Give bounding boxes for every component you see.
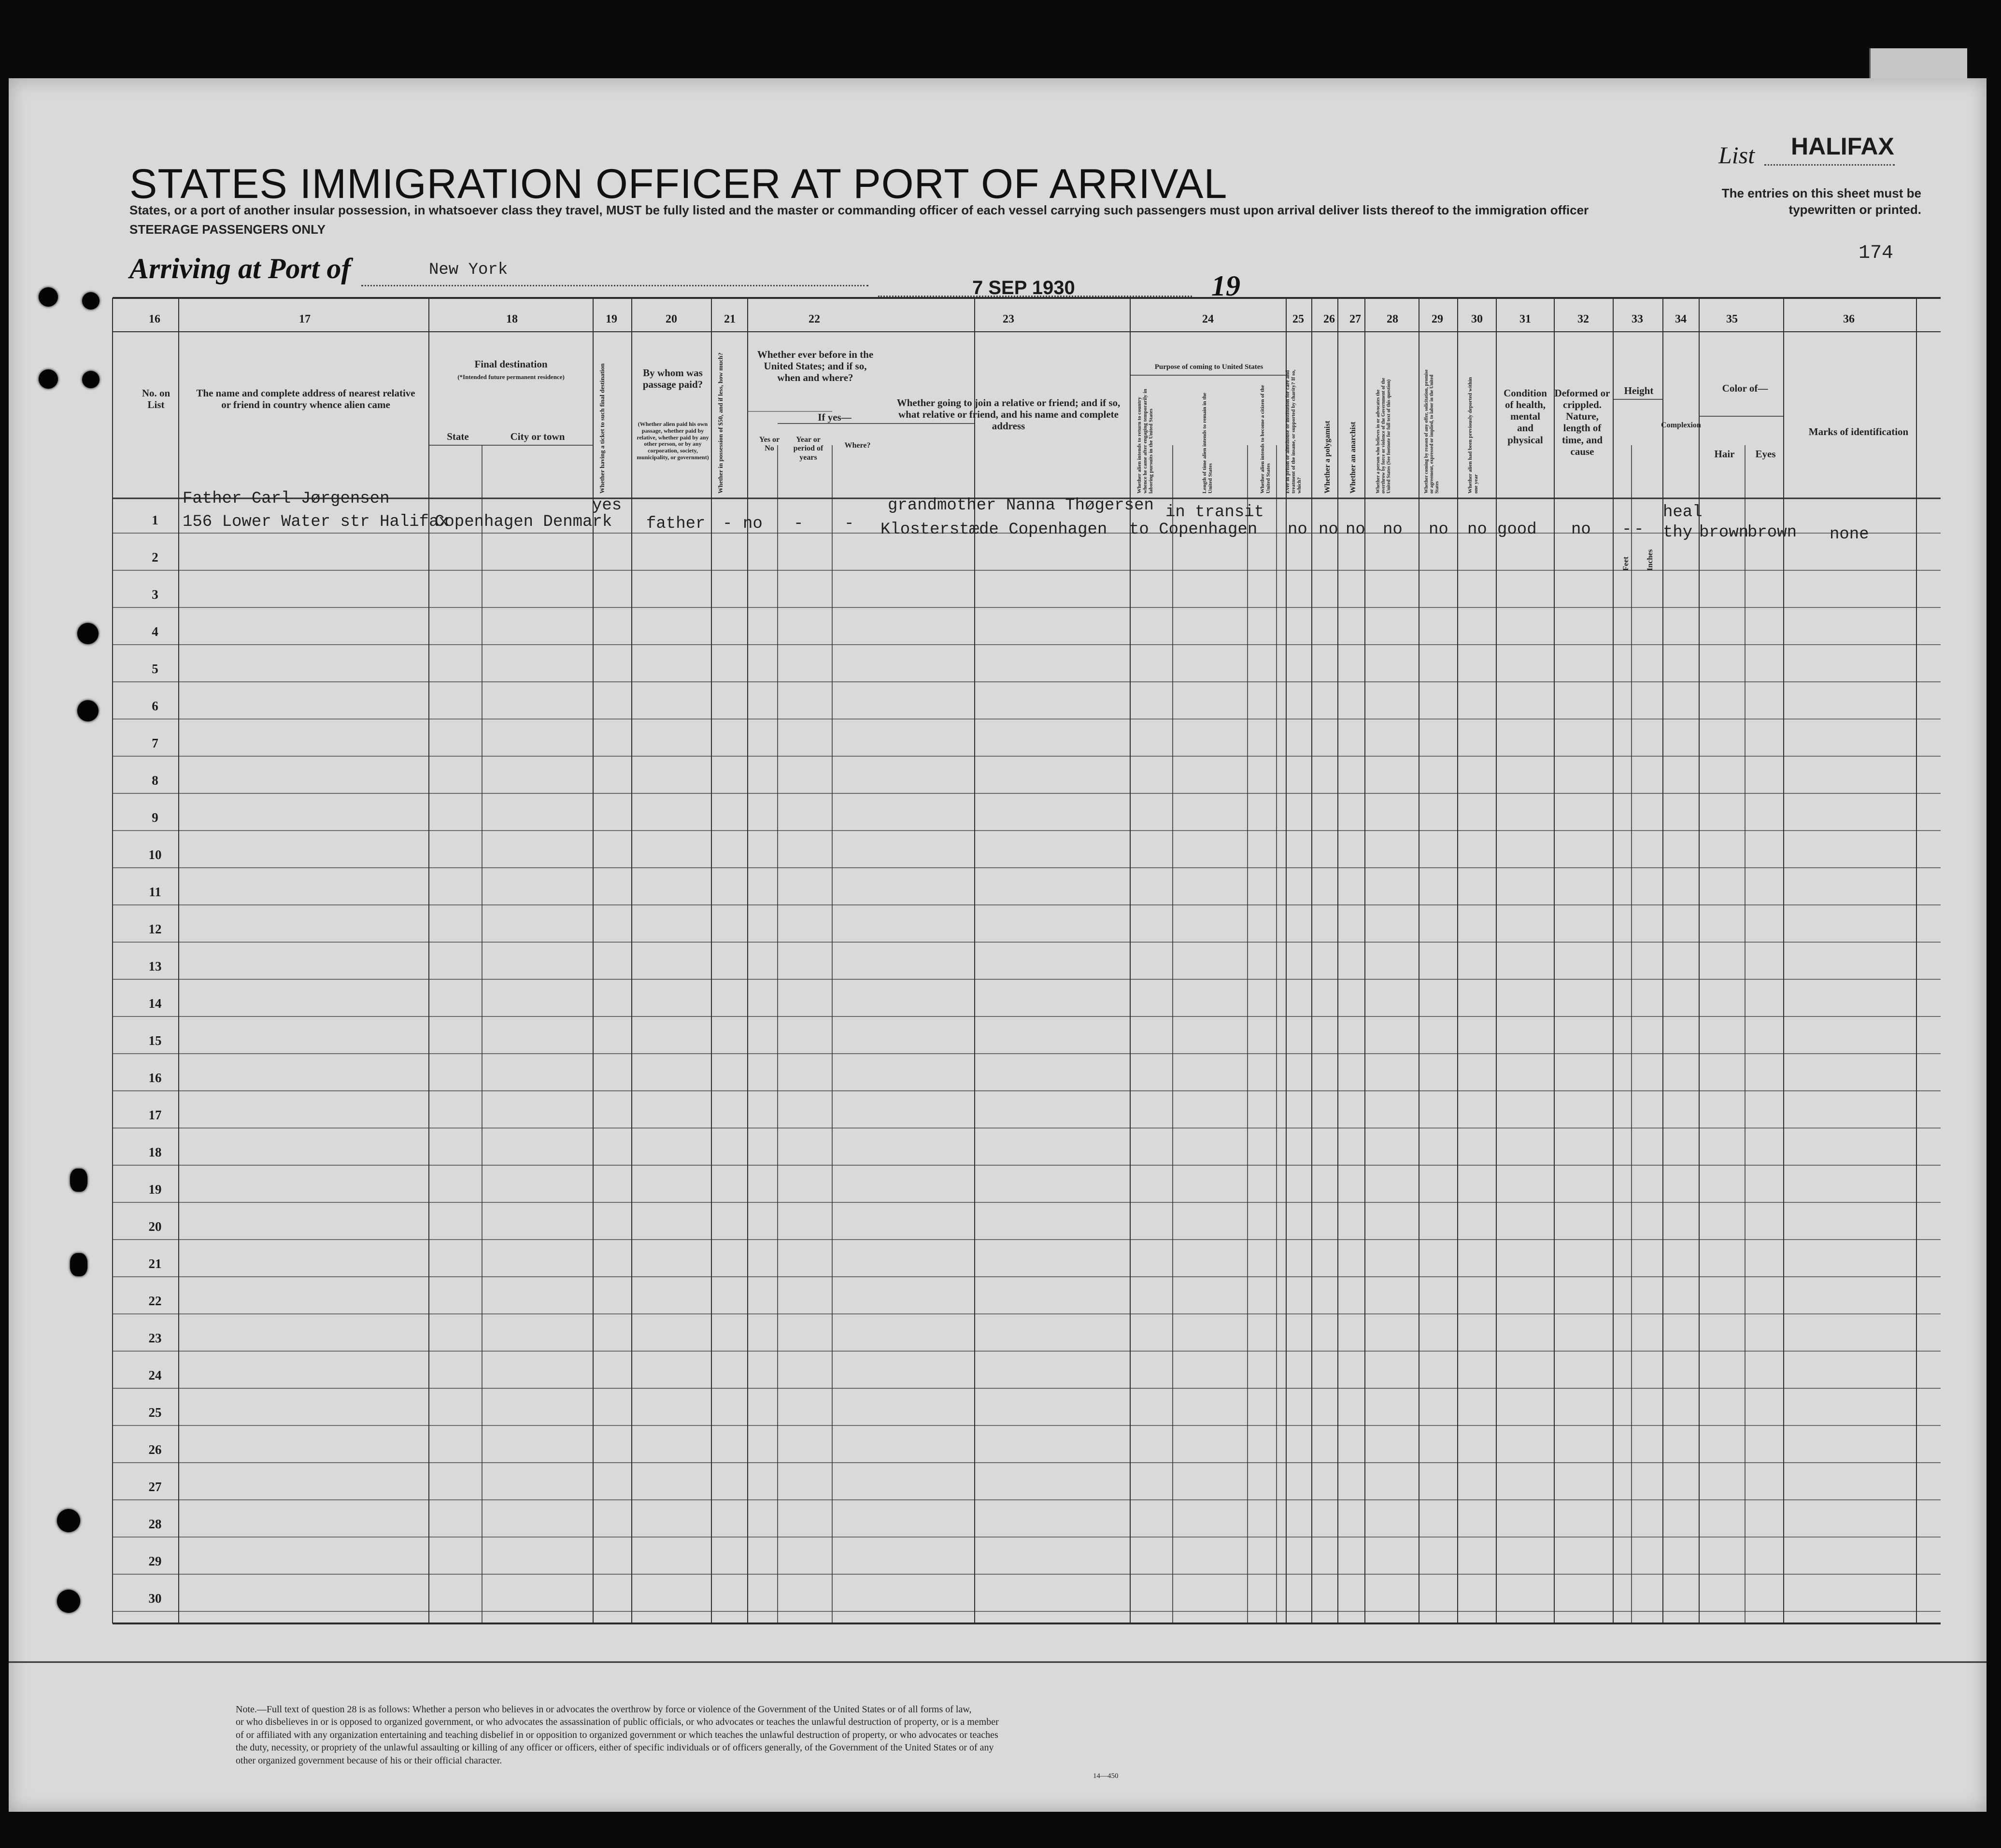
col-number-36: 36 [1843,313,1855,325]
col-number-16: 16 [149,313,160,325]
row-number: 18 [148,1145,162,1159]
col-number-34: 34 [1675,313,1687,325]
row-number: 2 [152,550,158,564]
header-where: Where? [844,441,871,450]
header-inches: Inches [1646,549,1654,571]
money-value: - [723,515,733,533]
header-polygamist: Whether a polygamist [1323,421,1332,494]
arriving-label: Arriving at Port of [129,253,351,284]
col-number-33: 33 [1632,313,1643,325]
col-number-28: 28 [1387,313,1398,325]
header-purpose-return: Whether alien intends to return to country whence he came after engaging temporarily in laboring pursuits in the United States [1136,389,1154,494]
row-number: 25 [148,1405,162,1420]
height-inches: - [1634,521,1644,539]
punch-hole [39,369,58,389]
header-feet: Feet [1622,556,1630,571]
row-number: 24 [148,1368,162,1382]
col-number-26: 26 [1323,313,1335,325]
header-if-yes: If yes— [818,411,851,423]
punch-hole [70,1253,87,1276]
passage-paid-by: father [646,515,706,533]
header-fifty-dollars: Whether in possession of $50, and if less, how much? [717,353,724,494]
row-number: 15 [148,1033,162,1048]
instruction-line-2: STEERAGE PASSENGERS ONLY [129,222,326,237]
ever-before-value: no [743,515,763,533]
row-number: 27 [148,1480,162,1494]
ever-before-where: - [844,515,854,533]
header-health: Condition of health, mental and physical [1504,387,1547,446]
join-relative-address: Klosterstæde Copenhagen [880,521,1107,539]
eyes-value: brown [1747,523,1797,542]
header-purpose-citizen: Whether alien intends to become a citizen of the United States [1260,385,1272,494]
punch-hole [77,700,99,721]
row-number: 16 [148,1071,162,1085]
row-number: 5 [152,662,158,676]
form-number: 14—450 [1093,1772,1119,1780]
page-number: 174 [1859,242,1894,264]
row-number: 8 [152,773,158,788]
footnote [236,1703,1685,1767]
row-number: 26 [148,1442,162,1457]
col-number-24: 24 [1202,313,1214,325]
header-marks: Marks of identification [1808,426,1909,437]
row-number: 17 [148,1108,162,1122]
header-city: City or town [510,431,565,442]
row-number: 1 [152,513,158,527]
row-number: 6 [152,699,158,713]
header-height: Height [1624,385,1654,396]
join-relative-name: grandmother Nanna Thøgersen [888,496,1154,515]
header-year: Year or period of years [793,436,823,462]
complexion-line-2: thy [1663,523,1693,542]
marks-value: none [1830,525,1869,544]
col-number-27: 27 [1349,313,1361,325]
table-grid [9,78,1987,1812]
header-passage-paid-note: (Whether alien paid his own passage, whether paid by relative, whether paid by any other person, or by any corporation, society, municipality, or government) [637,421,709,461]
col-number-23: 23 [1003,313,1014,325]
overthrow-value: no [1383,521,1403,539]
header-eyes: Eyes [1755,448,1776,460]
footnote-line: or who disbelieves in or is opposed to organized government, or who advocates the assassination of public officials, or who advocates or teaches the unlawful destruction of property, or is a member [236,1717,999,1728]
complexion-line-1: heal [1663,503,1703,522]
row-number: 13 [148,959,162,973]
header-final-destination: Final destination [474,358,548,370]
col-number-20: 20 [666,313,677,325]
punch-hole [77,623,99,644]
port-value: New York [429,261,508,279]
col-number-29: 29 [1432,313,1443,325]
row-number: 10 [148,847,162,862]
footnote-line: Note.—Full text of question 28 is as follows: Whether a person who believes in or advocates the overthrow by force or violence of the Government of the United States or of all forms of law, [236,1704,972,1715]
header-purpose: Purpose of coming to United States [1154,363,1263,371]
anarchist-value: no [1346,521,1365,539]
height-feet: - [1622,521,1632,539]
punch-hole [70,1169,87,1192]
list-label: List [1718,141,1755,169]
list-value: HALIFAX [1791,133,1894,160]
punch-hole [39,287,58,307]
deported-value: no [1467,521,1487,539]
header-deported: Whether alien had been previously deported within one year [1467,377,1479,494]
header-anarchist: Whether an anarchist [1349,422,1357,494]
punch-hole [82,292,99,310]
ever-before-year: - [794,515,804,533]
date-stamp: 7 SEP 1930 [972,277,1075,298]
row-number: 29 [148,1554,162,1568]
instruction-line-1: States, or a port of another insular possession, in whatsoever class they travel, MUST be fully listed and the master or commanding officer of each vessel carrying such passengers must upon arrival deliver lists thereof to the immigration officer [129,203,1589,217]
row-number: 12 [148,922,162,936]
footnote-line: of or affiliated with any organization entertaining and teaching disbelief in or opposition to organized government or which teaches the unlawful destruction of property, or who advocates or teaches [236,1729,998,1740]
header-purpose-length: Length of time alien intends to remain in the United States [1202,393,1214,494]
footnote-line: other organized government because of his or their official character. [236,1755,502,1766]
col-number-35: 35 [1726,313,1738,325]
col-number-22: 22 [809,313,820,325]
punch-hole [82,371,99,388]
deformed-value: no [1571,521,1591,539]
purpose-line-1: in transit [1165,503,1264,522]
row-number: 23 [148,1331,162,1345]
row-number: 11 [149,885,161,899]
footnote-line: the duty, necessity, or propriety of the unlawful assaulting or killing of any officer or officers, either of specific individuals or of officers generally, of the Government of the United States or of any [236,1742,994,1753]
col-number-25: 25 [1292,313,1304,325]
header-labor-contract: Whether coming by reason of any offer, solicitation, promise or agreement, expressed or implied, to labor in the United States [1424,369,1440,494]
col-number-19: 19 [606,313,617,325]
row-number: 28 [148,1517,162,1531]
header-complexion: Complexion [1661,421,1701,429]
contract-value: no [1429,521,1448,539]
header-ticket: Whether having a ticket to such final destination [598,363,606,494]
year-prefix: 19 [1211,270,1240,302]
relative-name: Father Carl Jørgensen [183,490,390,508]
header-join-relative: Whether going to join a relative or friend; and if so, what relative or friend, and his name and complete address [896,397,1121,432]
header-deformed: Deformed or crippled. Nature, length of time, and cause [1554,387,1610,457]
col-number-30: 30 [1471,313,1483,325]
polygamist-value: no [1319,521,1338,539]
punch-hole [57,1590,80,1613]
punch-hole [57,1509,80,1532]
hair-value: brown [1699,523,1749,542]
row-number: 19 [148,1182,162,1197]
col-number-31: 31 [1519,313,1531,325]
row-number: 21 [148,1256,162,1271]
prison-value: no [1288,521,1307,539]
header-ever-before: Whether ever before in the United States; and if so, when and where? [757,349,874,384]
header-passage-paid: By whom was passage paid? [642,367,703,391]
col-number-18: 18 [506,313,518,325]
row-number: 7 [152,736,158,750]
header-state: State [447,431,469,442]
row-number: 22 [148,1294,162,1308]
health-value: good [1497,521,1537,539]
relative-address: 156 Lower Water str Halifax [183,513,449,531]
header-prison: Ever in prison or almshouse or institution for care and treatment of the insane, or supported by charity? If so, which? [1285,369,1303,494]
row-number: 14 [148,996,162,1011]
row-number: 30 [148,1591,162,1606]
manifest-sheet [9,78,1987,1812]
header-final-destination-note: (*Intended future permanent residence) [457,373,565,381]
header-no-on-list: No. on List [142,387,170,411]
header-hair: Hair [1714,448,1735,460]
row-number: 9 [152,810,158,825]
typewritten-note: The entries on this sheet must be typewritten or printed. [1721,186,1921,217]
col-number-32: 32 [1577,313,1589,325]
destination-city: Copenhagen Denmark [435,513,612,531]
ticket-value: yes [592,496,622,515]
page-title: STATES IMMIGRATION OFFICER AT PORT OF ARRIVAL [129,161,1228,207]
col-number-17: 17 [299,313,311,325]
col-number-21: 21 [724,313,736,325]
row-number: 4 [152,624,158,639]
header-color-of: Color of— [1722,382,1768,394]
row-number: 3 [152,587,158,602]
header-overthrow: Whether a person who believes in or advocates the overthrow by force or violence of the Government of the United States (See footnote for full text of this question) [1376,378,1391,494]
purpose-line-2: to Copenhagen [1129,521,1258,539]
header-yes-no: Yes or No [759,436,780,453]
header-nearest-relative: The name and complete address of nearest relative or friend in country whence alien came [196,387,415,411]
row-number: 20 [148,1219,162,1234]
